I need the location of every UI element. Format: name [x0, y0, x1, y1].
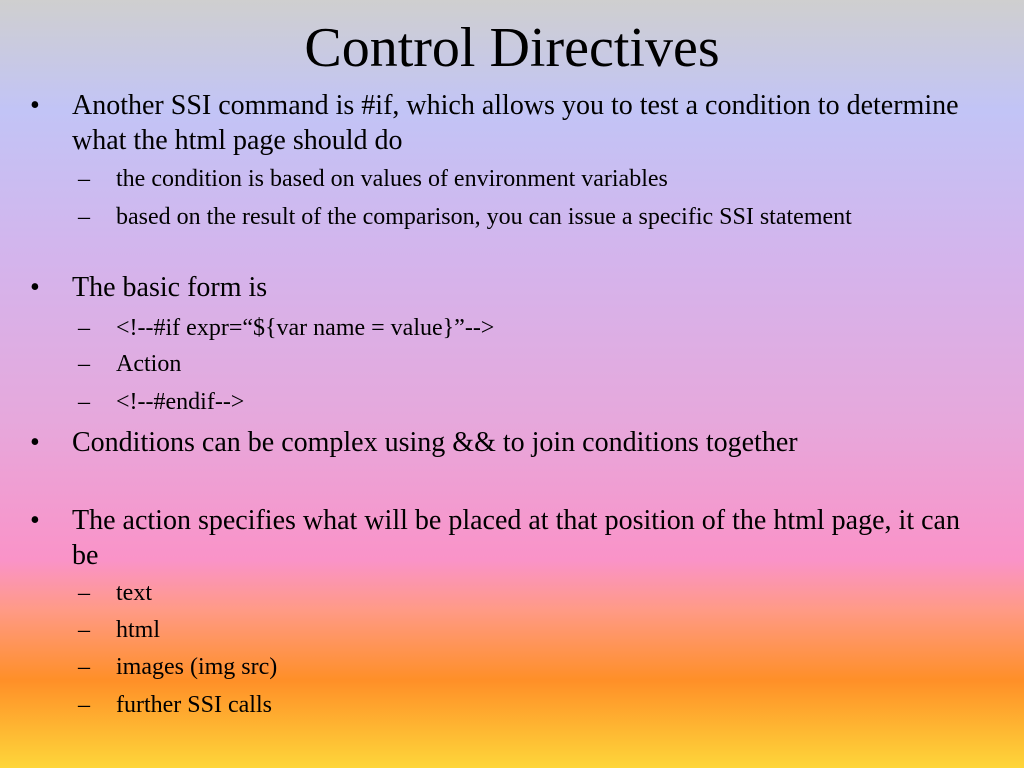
bullet-marker: • — [30, 427, 40, 458]
bullet-text: Conditions can be complex using && to join conditions together — [72, 427, 798, 458]
dash-marker: – — [78, 580, 90, 606]
sub-bullet-text: text — [116, 580, 152, 606]
bullet-item — [30, 503, 990, 573]
bullet-item — [30, 425, 990, 460]
bullet-marker: • — [30, 505, 40, 536]
sub-bullet-item — [78, 165, 978, 194]
sub-bullet-item — [78, 616, 978, 645]
sub-bullet-item — [78, 653, 978, 682]
sub-bullet-text: Action — [116, 351, 182, 377]
dash-marker: – — [78, 351, 90, 377]
dash-marker: – — [78, 692, 90, 718]
bullet-text: The basic form is — [72, 272, 268, 303]
sub-bullet-item — [78, 314, 978, 343]
sub-bullet-text: based on the result of the comparison, you can issue a specific SSI statement — [116, 204, 852, 230]
sub-bullet-item — [78, 388, 978, 417]
dash-marker: – — [78, 389, 90, 415]
sub-bullet-text: <!--#if expr=“${var name = value}”--> — [116, 315, 495, 341]
bullet-marker: • — [30, 90, 40, 121]
sub-bullet-text: images (img src) — [116, 654, 278, 680]
sub-bullet-text: the condition is based on values of environment variables — [116, 166, 668, 192]
sub-bullet-text: html — [116, 617, 161, 643]
sub-bullet-text: further SSI calls — [116, 692, 272, 718]
sub-bullet-item — [78, 203, 978, 232]
sub-bullet-text: <!--#endif--> — [116, 389, 245, 415]
sub-bullet-item — [78, 579, 978, 608]
bullet-marker: • — [30, 272, 40, 303]
bullet-item — [30, 270, 990, 305]
bullet-text: Another SSI command is #if, which allows you to test a condition to determine what the html page should do — [72, 90, 959, 156]
dash-marker: – — [78, 204, 90, 230]
slide-title: Control Directives — [304, 17, 720, 79]
dash-marker: – — [78, 315, 90, 341]
sub-bullet-item — [78, 691, 978, 720]
dash-marker: – — [78, 166, 90, 192]
dash-marker: – — [78, 654, 90, 680]
sub-bullet-item — [78, 350, 978, 379]
bullet-item — [30, 88, 990, 158]
bullet-text: The action specifies what will be placed at that position of the html page, it can be — [72, 505, 960, 571]
dash-marker: – — [78, 617, 90, 643]
